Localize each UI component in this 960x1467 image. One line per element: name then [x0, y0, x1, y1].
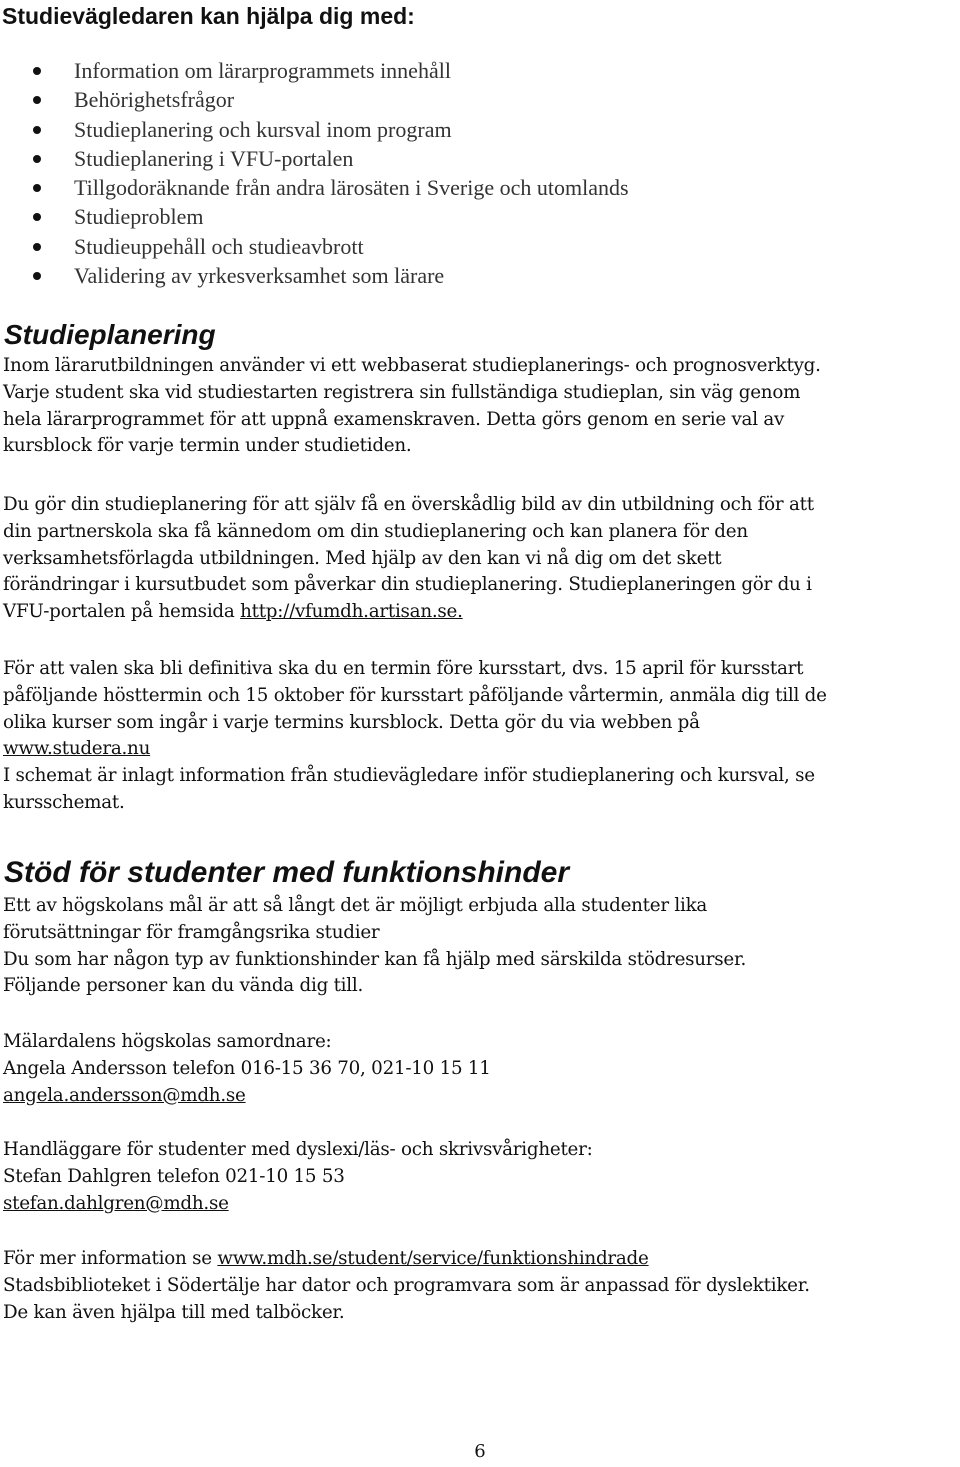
text-line — [3, 599, 953, 626]
list-item — [0, 173, 629, 202]
bullet-icon — [33, 243, 41, 251]
bullet-icon — [33, 67, 41, 75]
list-item — [0, 261, 629, 290]
list-item-text: Behörighetsfrågor — [74, 87, 235, 113]
list-item — [0, 56, 629, 85]
list-item — [0, 202, 629, 231]
page-number: 6 — [474, 1441, 486, 1462]
list-item-text: Information om lärarprogrammets innehåll — [74, 58, 451, 83]
text-line: verksamhetsförlagda utbildningen. Med hjälp av den kan vi nå dig om det skett — [3, 547, 722, 569]
studera-link[interactable]: www.studera.nu — [3, 738, 151, 760]
list-item — [0, 85, 629, 114]
text-line: förutsättningar för framgångsrika studier — [3, 921, 380, 943]
help-heading: Studievägledaren kan hjälpa dig med: — [2, 3, 415, 29]
planning-heading: Studieplanering — [4, 319, 216, 350]
text-line: De kan även hjälpa till med talböcker. — [3, 1301, 345, 1323]
planning-paragraph-3 — [3, 656, 953, 817]
bullet-icon — [33, 126, 41, 134]
bullet-icon — [33, 184, 41, 192]
text-line: Varje student ska vid studiestarten registrera sin fullständiga studieplan, sin väg genom — [3, 381, 801, 403]
text-line: påföljande hösttermin och 15 oktober för kursstart påföljande vårtermin, anmäla dig till de — [3, 684, 827, 706]
list-item — [0, 115, 629, 144]
help-list — [0, 56, 629, 290]
text-line: Inom lärarutbildningen använder vi ett webbaserat studieplanerings- och prognosverktyg. — [3, 355, 821, 376]
text-line: kursblock för varje termin under studietiden. — [3, 435, 412, 457]
text-line: Följande personer kan du vända dig till. — [3, 975, 364, 997]
more-info-prefix: För mer information se — [3, 1248, 218, 1269]
vfu-portal-link[interactable]: http://vfumdh.artisan.se. — [240, 601, 463, 623]
bullet-icon — [33, 213, 41, 221]
text-line: Du gör din studieplanering för att själv få en överskådlig bild av din utbildning och för att — [3, 494, 814, 515]
dyslexia-email-link[interactable]: stefan.dahlgren@mdh.se — [3, 1192, 229, 1214]
text-line — [3, 1246, 953, 1273]
list-item — [0, 144, 629, 173]
dyslexia-contact-block — [3, 1137, 953, 1217]
coordinator-phone: Angela Andersson telefon 016-15 36 70, 021-10 15 11 — [3, 1057, 491, 1079]
text-line: hela lärarprogrammet för att uppnå examenskraven. Detta görs genom en serie val av — [3, 408, 785, 430]
planning-paragraph-1 — [3, 353, 953, 460]
planning-paragraph-2 — [3, 492, 953, 626]
text-line: kursschemat. — [3, 791, 125, 813]
funktionshindrade-link[interactable]: www.mdh.se/student/service/funktionshindrade — [217, 1248, 649, 1269]
support-heading: Stöd för studenter med funktionshinder — [4, 856, 570, 889]
list-item-text: Studieproblem — [74, 204, 204, 230]
text-line: din partnerskola ska få kännedom om din studieplanering och kan planera för den — [3, 520, 748, 542]
list-item-text: Studieplanering i VFU-portalen — [74, 145, 354, 171]
list-item-text: Studieuppehåll och studieavbrott — [74, 233, 364, 259]
dyslexia-phone: Stefan Dahlgren telefon 021-10 15 53 — [3, 1165, 345, 1187]
dyslexia-label: Handläggare för studenter med dyslexi/läs- och skrivsvårigheter: — [3, 1139, 593, 1160]
list-item-text: Validering av yrkesverksamhet som lärare — [74, 263, 445, 289]
text-line: förändringar i kursutbudet som påverkar din studieplanering. Studieplaneringen gör du i — [3, 574, 812, 596]
text-line: För att valen ska bli definitiva ska du en termin före kursstart, dvs. 15 april för kursstart — [3, 658, 804, 679]
text-line: I schemat är inlagt information från studievägledare inför studieplanering och kursval, se — [3, 765, 815, 787]
support-paragraph — [3, 893, 953, 1000]
coordinator-email-link[interactable]: angela.andersson@mdh.se — [3, 1084, 246, 1106]
list-item — [0, 232, 629, 261]
bullet-icon — [33, 155, 41, 163]
vfu-prefix-text: VFU-portalen på hemsida — [3, 601, 241, 623]
list-item-text: Tillgodoräknande från andra lärosäten i Sverige och utomlands — [74, 175, 629, 201]
bullet-icon — [33, 272, 41, 280]
text-line: Du som har någon typ av funktionshinder kan få hjälp med särskilda stödresurser. — [3, 948, 747, 970]
list-item-text: Studieplanering och kursval inom program — [74, 116, 452, 142]
text-line: Stadsbiblioteket i Södertälje har dator och programvara som är anpassad för dyslektiker. — [3, 1274, 810, 1296]
coordinator-contact-block — [3, 1029, 953, 1109]
text-line: Ett av högskolans mål är att så långt det är möjligt erbjuda alla studenter lika — [3, 895, 708, 916]
bullet-icon — [33, 96, 41, 104]
coordinator-label: Mälardalens högskolas samordnare: — [3, 1031, 332, 1052]
more-info-block — [3, 1246, 953, 1326]
text-line: olika kurser som ingår i varje termins kursblock. Detta gör du via webben på — [3, 711, 700, 733]
text-line — [3, 736, 953, 763]
